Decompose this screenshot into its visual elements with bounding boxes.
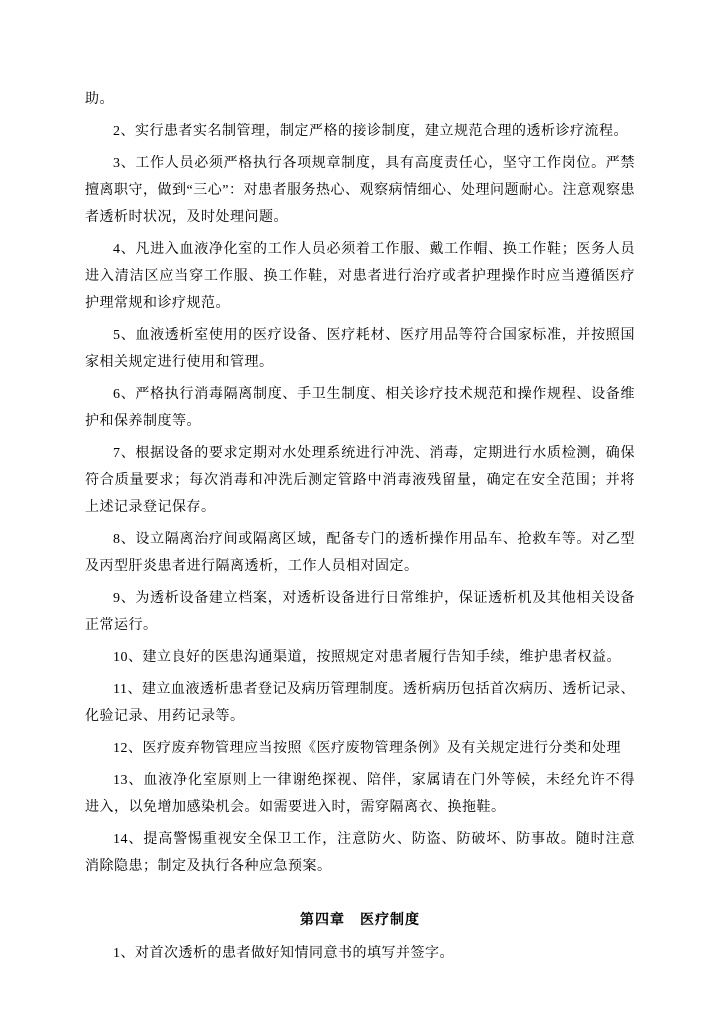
paragraph-item-4: 4、凡进入血液净化室的工作人员必须着工作服、戴工作帽、换工作鞋；医务人员进入清洁区应当穿工作服、换工作鞋，对患者进行治疗或者护理操作时应当遵循医疗护理常规和诊疗规范。 <box>85 242 635 311</box>
paragraph-item-3: 3、工作人员必须严格执行各项规章制度，具有高度责任心，坚守工作岗位。严禁擅离职守，做到“三心”：对患者服务热心、观察病情细心、处理问题耐心。注意观察患者透析时状况，及时处理问题。 <box>85 156 635 225</box>
paragraph-item-2: 2、实行患者实名制管理，制定严格的接诊制度，建立规范合理的透析诊疗流程。 <box>113 124 628 139</box>
paragraph-item-9: 9、为透析设备建立档案，对透析设备进行日常维护，保证透析机及其他相关设备正常运行。 <box>85 591 635 633</box>
paragraph-item-14: 14、提高警惕重视安全保卫工作，注意防火、防盗、防破坏、防事故。随时注意消除隐患；制定及执行各种应急预案。 <box>85 832 635 874</box>
paragraph-item-11: 11、建立血液透析患者登记及病历管理制度。透析病历包括首次病历、透析记录、化验记录、用药记录等。 <box>85 682 635 724</box>
paragraph-item-5: 5、血液透析室使用的医疗设备、医疗耗材、医疗用品等符合国家标准，并按照国家相关规定进行使用和管理。 <box>85 328 635 370</box>
paragraph-chapter-item-1: 1、对首次透析的患者做好知情同意书的填写并签字。 <box>113 946 454 961</box>
paragraph-continuation: 助。 <box>85 92 114 107</box>
paragraph-item-8: 8、设立隔离治疗间或隔离区域，配备专门的透析操作用品车、抢救车等。对乙型及丙型肝炎患者进行隔离透析，工作人员相对固定。 <box>85 532 635 574</box>
paragraph-item-7: 7、根据设备的要求定期对水处理系统进行冲洗、消毒，定期进行水质检测，确保符合质量要求；每次消毒和冲洗后测定管路中消毒液残留量，确定在安全范围；并将上述记录登记保存。 <box>85 446 635 515</box>
paragraph-item-12: 12、医疗废弃物管理应当按照《医疗废物管理条例》及有关规定进行分类和处理 <box>113 741 621 756</box>
paragraph-item-13: 13、血液净化室原则上一律谢绝探视、陪伴，家属请在门外等候，未经允许不得进入，以免增加感染机会。如需要进入时，需穿隔离衣、换拖鞋。 <box>85 773 635 815</box>
paragraph-item-6: 6、严格执行消毒隔离制度、手卫生制度、相关诊疗技术规范和操作规程、设备维护和保养制度等。 <box>85 387 635 429</box>
chapter-heading: 第四章 医疗制度 <box>300 913 420 928</box>
paragraph-item-10: 10、建立良好的医患沟通渠道，按照规定对患者履行告知手续，维护患者权益。 <box>113 650 621 665</box>
